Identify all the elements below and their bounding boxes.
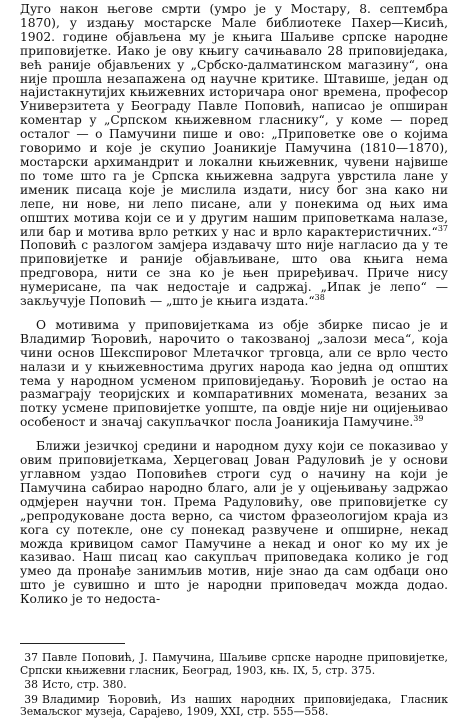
paragraph-3-text: О мотивима у приповијеткама из обје збирке писао је и Владимир Ћоровић, нарочито о такозваној „залози меса“, која чини основ Шекспировог Млетачког трговца, али се врло често налази и у књижевностима других народа као једна од општих тема у народном усменом приповиједању. Ћоровић је остао на размаграју теоријских и компаративних момената, везаних за потку усмене приповијетке уопште, па овдје није ни оцијењивао особеност и значај сакупљачког посла Јоаникија Памучине. <box>20 317 448 430</box>
paragraph-4 <box>20 440 448 607</box>
paragraph-4-text: Ближи језичкој средини и народном духу који се показивао у овим приповијеткама, Херцеговац Јован Радуловић је у основи углавном уздао Поповићев строги суд о начину на који је Памучина сабирао народно благо, али је у оцјењивању задржао одмјерен научни тон. Према Радуловићу, ове приповијетке су „репродуковане доста верно, са чистом фразеологијом краја из кога су потекле, оне су понекад развучене и опширне, некад можда кривицом самог Памучине а некад и оног ко му их је казивао. Наш писац као сакупљач приповедака колико је год умео да пронађе занимљив мотив, није знао да сам одбаци оно што је сувишно и што је народни приповедач можда додао. Колико је то недоста- <box>20 439 448 607</box>
footnote-number: 39 <box>24 692 38 706</box>
paragraph-1 <box>20 3 448 309</box>
paragraph-3 <box>20 319 448 430</box>
footnote-ref-38: 38 <box>314 292 325 302</box>
footnote-text: Владимир Ћоровић, Из наших народних приповиједака, Гласник Земаљског музеја, Сарајево, 1909, XXI, стр. 555—558. <box>20 692 448 719</box>
footnote-number: 37 <box>24 651 38 665</box>
footnote-38 <box>20 679 448 692</box>
footnote-text: Павле Поповић, Ј. Памучина, Шаљиве српске народне приповијетке, Српски књижевни гласник, Београд, 1903, књ. IX, 5, стр. 375. <box>20 651 448 677</box>
footnote-separator <box>20 643 125 644</box>
footnote-ref-37: 37 <box>437 223 448 233</box>
footnotes <box>20 652 448 719</box>
footnote-text: Исто, стр. 380. <box>42 678 127 692</box>
footnote-39 <box>20 694 448 719</box>
footnote-ref-39: 39 <box>413 414 424 424</box>
paragraph-1-text: Дуго након његове смрти (умро је у Мостару, 8. септембра 1870), у издању мостарске Мале библиотеке Пахер—Кисић, 1902. године објављена му је књига Шаљиве српске народне приповијетке. Иако је ову књигу сачињавало 28 приповиједака, већ раније објављених у „Србско-далматинском магазину“, она није прошла незапажена од научне критике. Штавише, један од најистакнутијих књижевних историчара оног времена, професор Универзитета у Београду Павле Поповић, написао је опширан коментар у „Српском књижевном гласнику“, у коме — поред осталог — о Памучини пише и ово: „Приповетке ове о којима говоримо и које је скупио Јоаникије Памучина (1810—1870), мостарски архимандрит и локални књижевник, чувени највише по томе што га је Српска књижевна задруга уврстила лане у именик писаца које је мислила издати, нису бог зна како ни лепе, ни нове, ни лепо писане, али у понекима од њих има општих мотива који се и у другим нашим приповеткама налазе, или бар и мотива врло ретких у нас и врло карактеристичних.“ <box>20 2 448 239</box>
paragraph-2-text: Поповић с разлогом замјера издавачу што није нагласио да у те приповијетке и раније објављиване, што ова књига нема предговора, нити се зна ко је њен приређивач. Приче нису нумерисане, па чак недостаје и садржај. „Ипак је лепо“ — закључује Поповић — „што је књига издата.“ <box>20 238 448 309</box>
footnote-number: 38 <box>24 678 38 692</box>
footnote-37 <box>20 652 448 677</box>
